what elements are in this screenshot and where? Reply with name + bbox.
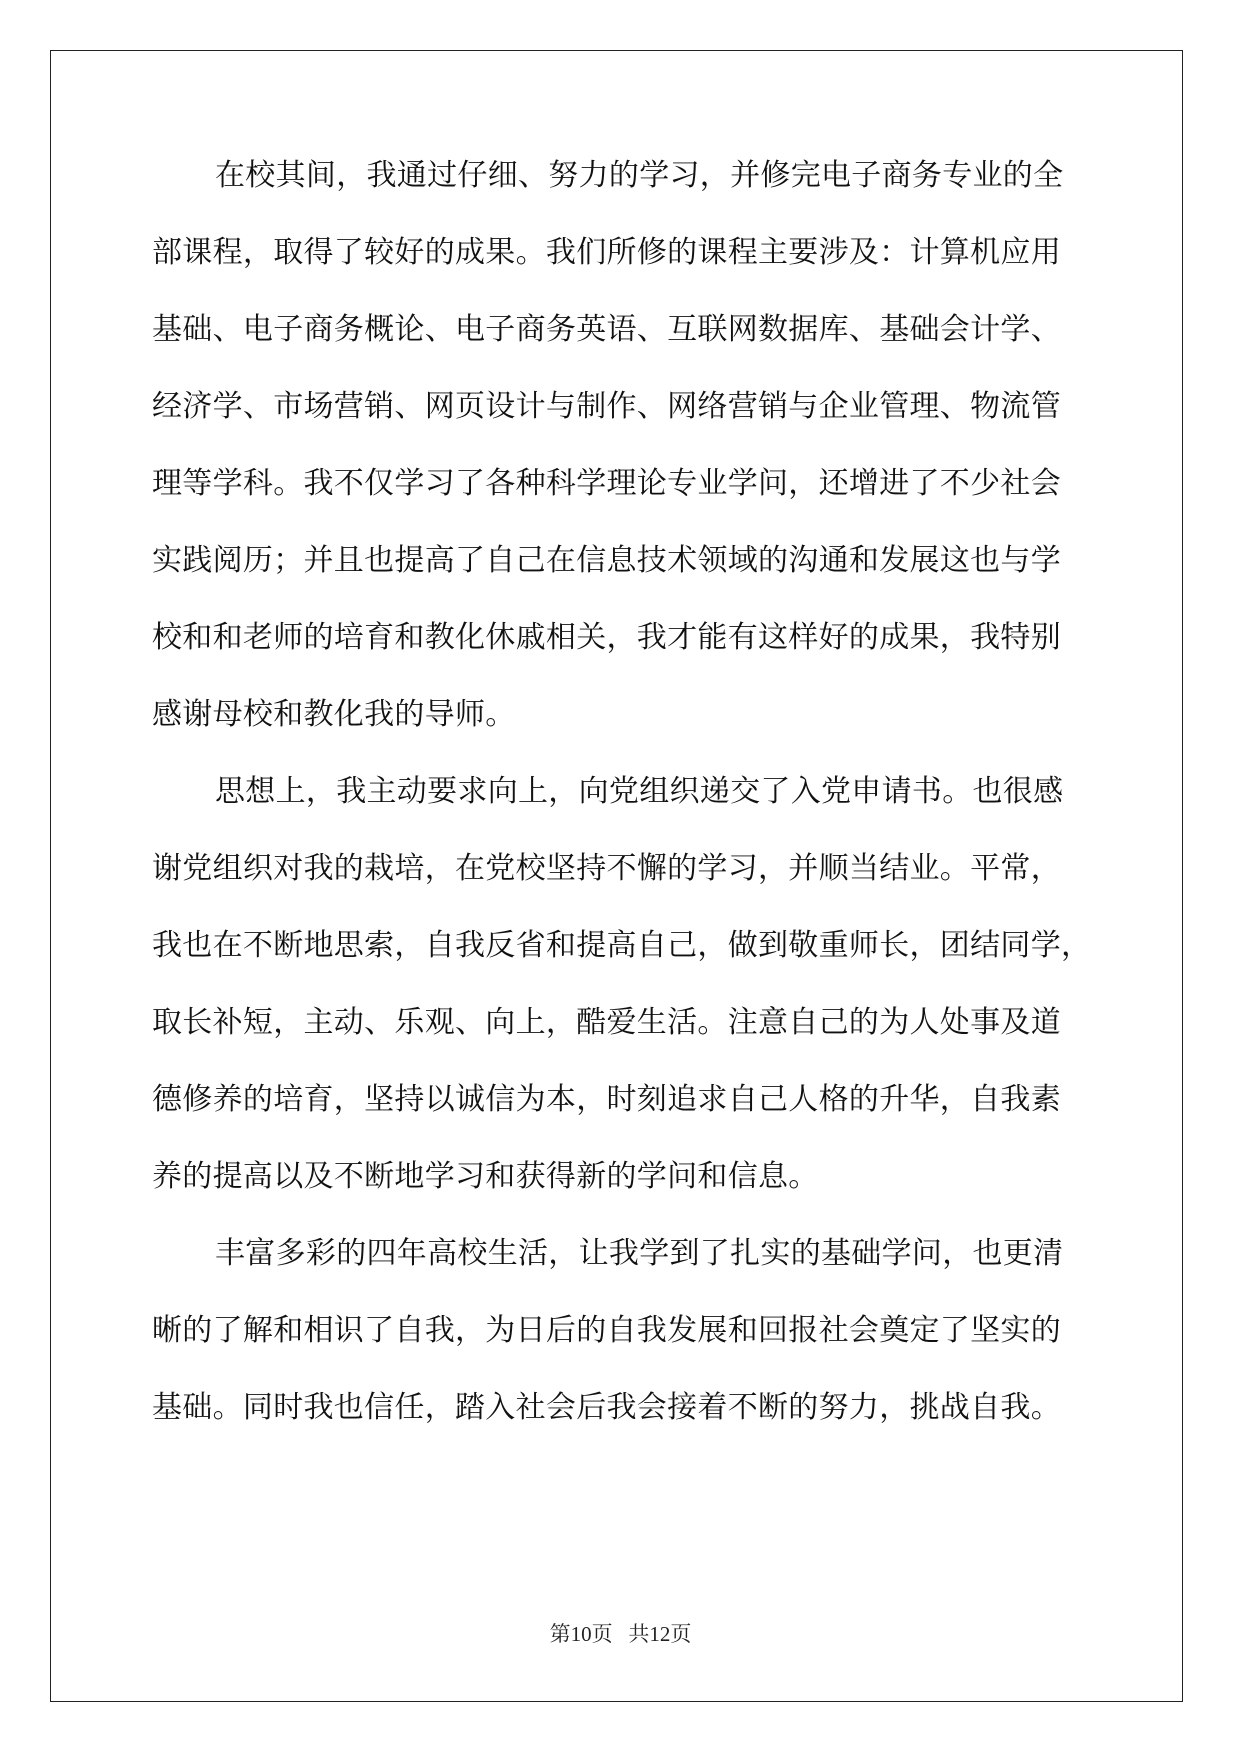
- paragraph-1-line-2: 部课程，取得了较好的成果。我们所修的课程主要涉及：计算机应用: [152, 235, 1061, 270]
- paragraph-3-line-1: 丰富多彩的四年高校生活，让我学到了扎实的基础学问，也更清: [215, 1236, 1064, 1271]
- paragraph-1-line-8: 感谢母校和教化我的导师。: [152, 697, 516, 732]
- paragraph-2-line-4: 取长补短，主动、乐观、向上，酷爱生活。注意自己的为人处事及道: [152, 1005, 1061, 1040]
- paragraph-1-line-6: 实践阅历；并且也提高了自己在信息技术领域的沟通和发展这也与学: [152, 543, 1061, 578]
- paragraph-2-line-1: 思想上，我主动要求向上，向党组织递交了入党申请书。也很感: [215, 774, 1064, 809]
- paragraph-3-line-2: 晰的了解和相识了自我，为日后的自我发展和回报社会奠定了坚实的: [152, 1313, 1061, 1348]
- paragraph-1-line-7: 校和和老师的培育和教化休戚相关，我才能有这样好的成果，我特别: [152, 620, 1061, 655]
- paragraph-2-line-3: 我也在不断地思索，自我反省和提高自己，做到敬重师长，团结同学，: [152, 928, 1092, 963]
- page-number-footer: 第10页 共12页: [549, 1622, 692, 1646]
- paragraph-1-line-5: 理等学科。我不仅学习了各种科学理论专业学问，还增进了不少社会: [152, 466, 1061, 501]
- paragraph-1-line-3: 基础、电子商务概论、电子商务英语、互联网数据库、基础会计学、: [152, 312, 1061, 347]
- paragraph-2-line-6: 养的提高以及不断地学习和获得新的学问和信息。: [152, 1159, 819, 1194]
- paragraph-1-line-1: 在校其间，我通过仔细、努力的学习，并修完电子商务专业的全: [215, 158, 1064, 193]
- paragraph-3-line-3: 基础。同时我也信任，踏入社会后我会接着不断的努力，挑战自我。: [152, 1390, 1061, 1425]
- paragraph-1-line-4: 经济学、市场营销、网页设计与制作、网络营销与企业管理、物流管: [152, 389, 1061, 424]
- paragraph-2-line-5: 德修养的培育，坚持以诚信为本，时刻追求自己人格的升华，自我素: [152, 1082, 1061, 1117]
- paragraph-2-line-2: 谢党组织对我的栽培，在党校坚持不懈的学习，并顺当结业。平常，: [152, 851, 1061, 886]
